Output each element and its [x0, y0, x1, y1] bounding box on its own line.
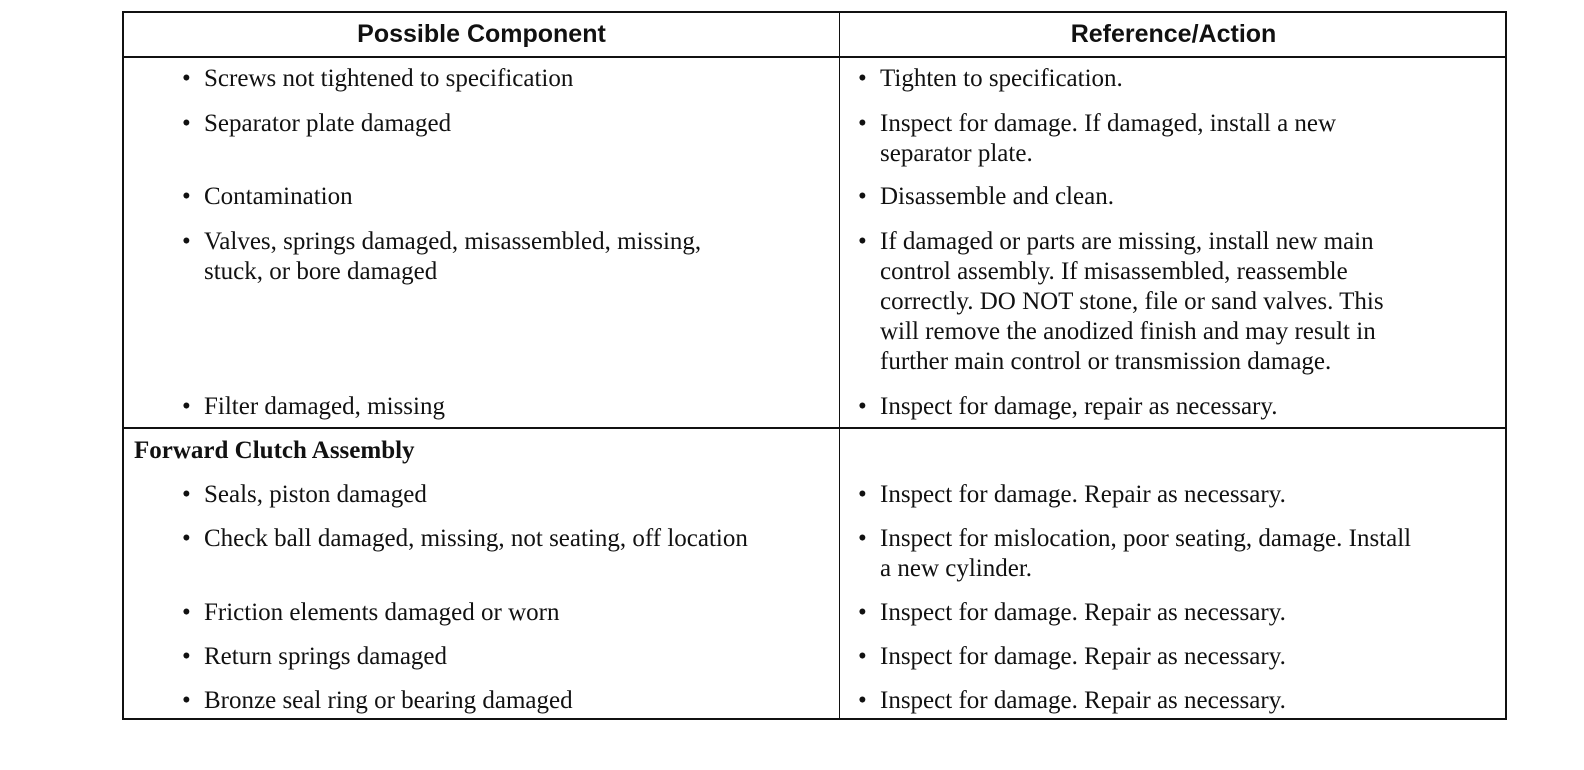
action-item: • Tighten to specification. — [858, 65, 1123, 92]
component-item: • Screws not tightened to specification — [182, 65, 574, 92]
component-item: • Check ball damaged, missing, not seating, off location — [182, 525, 748, 552]
header-divider — [124, 56, 1505, 58]
component-item: • Separator plate damaged — [182, 110, 452, 137]
component-item: • Seals, piston damaged — [182, 481, 427, 508]
action-item: • If damaged or parts are missing, install new main control assembly. If misassembled, reassemble correctly. DO NOT stone, file or sand valves. This will remove the anodized finish and may result in further main control or transmission damage. — [858, 228, 1384, 375]
action-item: • Inspect for mislocation, poor seating, damage. Install a new cylinder. — [858, 525, 1412, 582]
action-item: • Inspect for damage. Repair as necessary. — [858, 643, 1286, 670]
component-item: • Bronze seal ring or bearing damaged — [182, 687, 573, 714]
component-item: • Valves, springs damaged, misassembled, missing, stuck, or bore damaged — [182, 228, 702, 285]
action-item: • Inspect for damage. If damaged, install a new separator plate. — [858, 110, 1337, 167]
troubleshooting-table — [122, 11, 1507, 720]
action-item: • Inspect for damage, repair as necessary. — [858, 393, 1278, 420]
action-item: • Inspect for damage. Repair as necessary. — [858, 599, 1286, 626]
section-title-forward-clutch: Forward Clutch Assembly — [134, 437, 415, 464]
column-divider — [839, 13, 840, 718]
header-possible-component: Possible Component — [357, 20, 606, 48]
section-divider — [124, 427, 1505, 429]
action-item: • Disassemble and clean. — [858, 183, 1114, 210]
action-item: • Inspect for damage. Repair as necessary. — [858, 687, 1286, 714]
component-item: • Return springs damaged — [182, 643, 448, 670]
component-item: • Friction elements damaged or worn — [182, 599, 560, 626]
action-item: • Inspect for damage. Repair as necessary. — [858, 481, 1286, 508]
component-item: • Contamination — [182, 183, 353, 210]
component-item: • Filter damaged, missing — [182, 393, 445, 420]
header-reference-action: Reference/Action — [1070, 20, 1277, 48]
